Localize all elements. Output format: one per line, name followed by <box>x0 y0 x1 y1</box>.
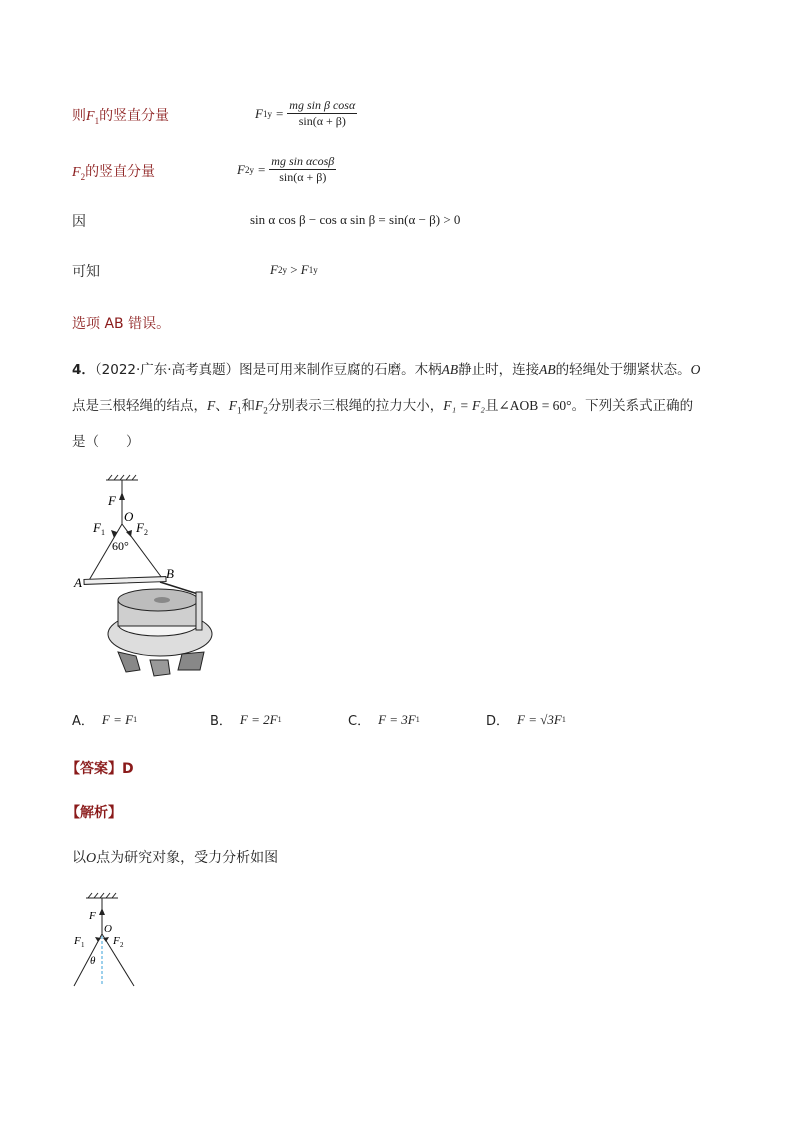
analysis-header: 【解析】 <box>66 805 122 821</box>
svg-text:2: 2 <box>120 941 124 949</box>
question-line-2: 点是三根轻绳的结点，F、$F_1$和$F_2$分别表示三根绳的拉力大小，F₁ = F₂且∠AOB = 60°。下列关系式正确的 <box>72 398 694 416</box>
svg-text:1: 1 <box>81 941 85 949</box>
analysis-text: 以O点为研究对象，受力分析如图 <box>72 850 279 866</box>
because-formula: sin α cos β − cos α sin β = sin(α − β) > 0 <box>250 212 461 227</box>
option-b[interactable]: B． F = 2F 1 <box>210 711 282 729</box>
question-line-3: 是（ ） <box>72 434 140 450</box>
label-O: O <box>104 923 112 935</box>
arrow-F <box>119 492 125 500</box>
thus-formula: F 2y > F 1y <box>270 262 318 277</box>
label-F: F <box>108 493 116 508</box>
arrow-F <box>99 908 105 915</box>
label-angle: 60° <box>112 539 129 553</box>
conclusion-text: 选项 AB 错误。 <box>72 316 171 332</box>
option-d[interactable]: D． F = √3F 1 <box>486 711 566 729</box>
f1-vertical-label: 则$F_1$的竖直分量 <box>72 108 170 126</box>
force-diagram <box>68 892 148 992</box>
f1-vertical-formula: F 1y = $\frac{\text{mg sin β cosα}}{\sin(\alpha + \beta)}$ <box>255 98 356 128</box>
millstone-figure <box>70 474 220 684</box>
ceiling-hatch <box>106 475 138 480</box>
because-label: 因 <box>72 214 86 230</box>
option-a[interactable]: A． F = F 1 <box>72 711 138 729</box>
option-c[interactable]: C． F = 3F 1 <box>348 711 420 729</box>
label-O: O <box>124 509 134 524</box>
question-line-1: 4．（2022·广东·高考真题）图是可用来制作豆腐的石磨。木柄AB静止时，连接AB的轻绳处于绷紧状态。O <box>72 362 701 378</box>
f2-vertical-label: $F_2$的竖直分量 <box>72 164 156 182</box>
f2-vertical-formula: F 2y = $\frac{\text{mg sin αcosβ}}{\sin(\alpha + \beta)}$ <box>237 154 335 184</box>
svg-text:2: 2 <box>144 528 148 537</box>
label-F2: F <box>136 520 144 535</box>
label-F1: F <box>93 520 101 535</box>
answer: 【答案】D <box>66 761 134 777</box>
label-theta: θ <box>90 955 96 967</box>
label-F: F <box>89 910 96 922</box>
handle-ab <box>84 577 166 585</box>
label-A: A <box>74 575 82 590</box>
label-F2: F <box>113 935 120 947</box>
thus-label: 可知 <box>72 264 100 280</box>
label-F1: F <box>74 935 81 947</box>
label-B: B <box>166 566 174 581</box>
svg-text:1: 1 <box>101 528 105 537</box>
